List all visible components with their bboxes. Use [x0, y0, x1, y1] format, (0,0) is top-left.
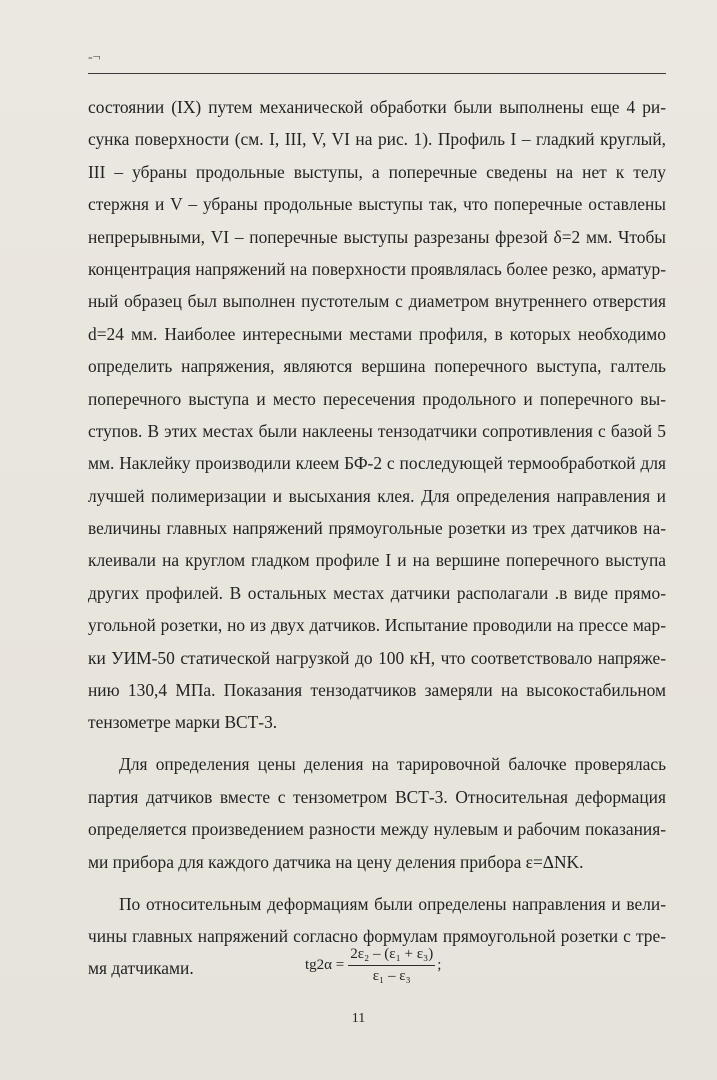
formula-numerator: 2ε₂ – (ε₁ + ε₃): [348, 946, 435, 966]
text-line: поперечного выступа и место пересечения продольного и поперечного вы-: [88, 388, 666, 409]
text-line: тензометре марки ВСТ-3.: [88, 712, 278, 733]
text-line: Для определения цены деления на тарировочной балочке проверялась: [119, 754, 666, 775]
text-line: мя датчиками.: [88, 958, 194, 979]
text-line: концентрация напряжений на поверхности проявлялась более резко, арматур-: [88, 258, 666, 279]
header-rule: [88, 73, 666, 74]
text-line: d=24 мм. Наиболее интересными местами профиля, в которых необходимо: [88, 323, 666, 344]
text-line: непрерывными, VI – поперечные выступы разрезаны фрезой δ=2 мм. Чтобы: [88, 226, 666, 247]
text-line: сунка поверхности (см. I, III, V, VI на рис. 1). Профиль I – гладкий круглый,: [88, 129, 666, 150]
text-line: партия датчиков вместе с тензометром ВСТ-3. Относительная деформация: [88, 786, 666, 807]
text-line: величины главных напряжений прямоугольные розетки из трех датчиков на-: [88, 518, 666, 539]
text-line: определяется произведением разности между нулевым и рабочим показания-: [88, 819, 666, 840]
text-line: стержня и V – убраны продольные выступы так, что поперечные оставлены: [88, 194, 666, 215]
text-line: нию 130,4 МПа. Показания тензодатчиков замеряли на высокостабильном: [88, 680, 666, 701]
formula-lhs: tg2α =: [305, 956, 345, 973]
formula-semicolon: ;: [437, 956, 442, 973]
paragraph-gap: [88, 739, 666, 749]
paragraph-2: [88, 748, 666, 878]
page-number: 11: [351, 1011, 366, 1026]
text-line: определить напряжения, являются вершина поперечного выступа, галтель: [88, 356, 666, 377]
paragraph-1: [88, 91, 666, 739]
text-line: клеивали на круглом гладком профиле I и на вершине поперечного выступа: [88, 550, 666, 571]
text-line: ступов. В этих местах были наклеены тензодатчики сопротивления с базой 5: [88, 420, 666, 441]
text-line: чины главных напряжений согласно формулам прямоугольной розетки с тре-: [88, 925, 666, 946]
paragraph-gap: [88, 878, 666, 888]
text-line: ки УИМ-50 статической нагрузкой до 100 кН, что соответствовало напряже-: [88, 647, 666, 668]
body-text: [88, 91, 666, 985]
text-line: состоянии (IX) путем механической обработки были выполнены еще 4 ри-: [88, 97, 666, 117]
formula-denominator: ε₁ – ε₃: [372, 967, 411, 984]
text-line: других профилей. В остальных местах датчики располагали .в виде прямо-: [88, 582, 666, 603]
text-line: ный образец был выполнен пустотелым с диаметром внутреннего отверстия: [88, 291, 666, 312]
text-line: По относительным деформациям были определены направления и вели-: [119, 893, 666, 914]
formula-tg2alpha: [305, 943, 441, 987]
text-line: угольной розетки, но из двух датчиков. Испытание проводили на прессе мар-: [88, 615, 666, 636]
text-line: мм. Наклейку производили клеем БФ-2 с последующей термообработкой для: [88, 453, 666, 474]
text-line: лучшей полимеризации и высыхания клея. Для определения направления и: [88, 485, 666, 506]
text-line: ми прибора для каждого датчика на цену деления прибора ε=ΔNK.: [88, 851, 584, 872]
corner-mark: -¬: [88, 50, 101, 65]
text-line: III – убраны продольные выступы, а поперечные сведены на нет к телу: [88, 161, 666, 182]
formula-fraction: [348, 946, 435, 985]
